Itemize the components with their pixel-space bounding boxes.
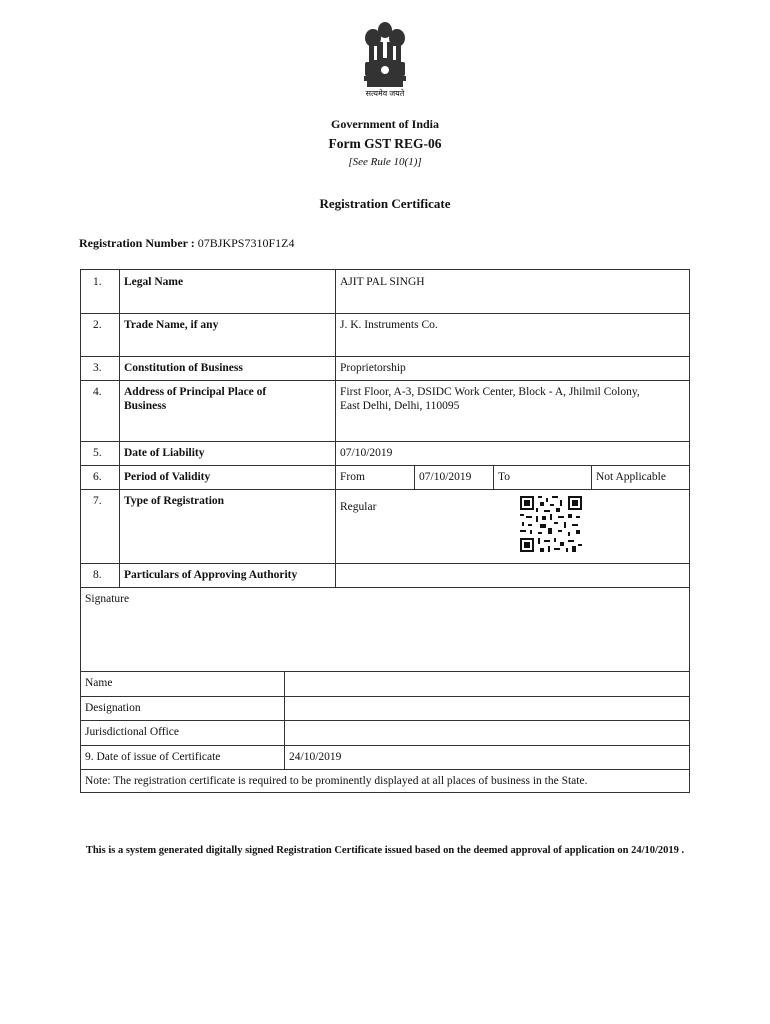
row-4-number: 4. — [93, 386, 102, 398]
constitution-value: Proprietorship — [340, 362, 406, 374]
rule-reference: [See Rule 10(1)] — [348, 156, 422, 168]
designation-label: Designation — [85, 702, 141, 714]
period-of-validity-label: Period of Validity — [124, 471, 211, 483]
legal-name-label: Legal Name — [124, 276, 184, 288]
address-label-line-1: Address of Principal Place of — [124, 386, 267, 398]
row-2-number: 2. — [93, 319, 102, 331]
address-label — [120, 382, 270, 416]
date-of-issue-label: 9. Date of issue of Certificate — [85, 751, 221, 763]
trade-name-label: Trade Name, if any — [124, 319, 219, 331]
approving-authority-value — [336, 565, 344, 571]
display-note: Note: The registration certificate is required to be prominently displayed at all places of business in the State. — [85, 775, 588, 787]
row-8-number: 8. — [93, 569, 102, 581]
emblem-motto: सत्यमेव जयते — [365, 89, 405, 98]
registration-number-value: 07BJKPS7310F1Z4 — [197, 236, 295, 250]
signature-label: Signature — [85, 593, 130, 605]
row-6-number: 6. — [93, 471, 102, 483]
row-1-number: 1. — [93, 276, 102, 288]
registration-number-label: Registration Number : — [79, 236, 195, 250]
validity-to-value: Not Applicable — [596, 471, 666, 483]
trade-name-value: J. K. Instruments Co. — [340, 319, 438, 331]
qr-code-icon — [518, 494, 584, 554]
address-label-line-2: Business — [124, 400, 167, 412]
name-label: Name — [85, 677, 113, 689]
government-heading: Government of India — [331, 117, 439, 131]
type-of-registration-value: Regular — [340, 501, 377, 513]
row-3-number: 3. — [93, 362, 102, 374]
approving-authority-label: Particulars of Approving Authority — [124, 569, 298, 581]
type-of-registration-label: Type of Registration — [124, 495, 225, 507]
address-value — [336, 382, 688, 416]
legal-name-value: AJIT PAL SINGH — [340, 276, 425, 288]
row-7-number: 7. — [93, 495, 102, 507]
date-of-liability-value: 07/10/2019 — [340, 447, 393, 459]
validity-from-value: 07/10/2019 — [419, 471, 472, 483]
row-5-number: 5. — [93, 447, 102, 459]
date-of-issue-value: 24/10/2019 — [289, 751, 342, 763]
date-of-liability-label: Date of Liability — [124, 447, 205, 459]
validity-to-label: To — [498, 471, 510, 483]
system-generated-note: This is a system generated digitally signed Registration Certificate issued based on the deemed approval of application on 24/10/2019 . — [85, 845, 685, 856]
address-value-line-1: First Floor, A-3, DSIDC Work Center, Block - A, Jhilmil Colony, — [340, 386, 640, 398]
validity-from-label: From — [340, 471, 365, 483]
certificate-title: Registration Certificate — [319, 196, 451, 211]
certificate-table — [80, 269, 690, 793]
form-title: Form GST REG-06 — [328, 136, 442, 151]
jurisdictional-office-label: Jurisdictional Office — [85, 726, 179, 738]
address-value-line-2: East Delhi, Delhi, 110095 — [340, 400, 460, 412]
registration-number — [79, 236, 294, 251]
constitution-label: Constitution of Business — [124, 362, 243, 374]
